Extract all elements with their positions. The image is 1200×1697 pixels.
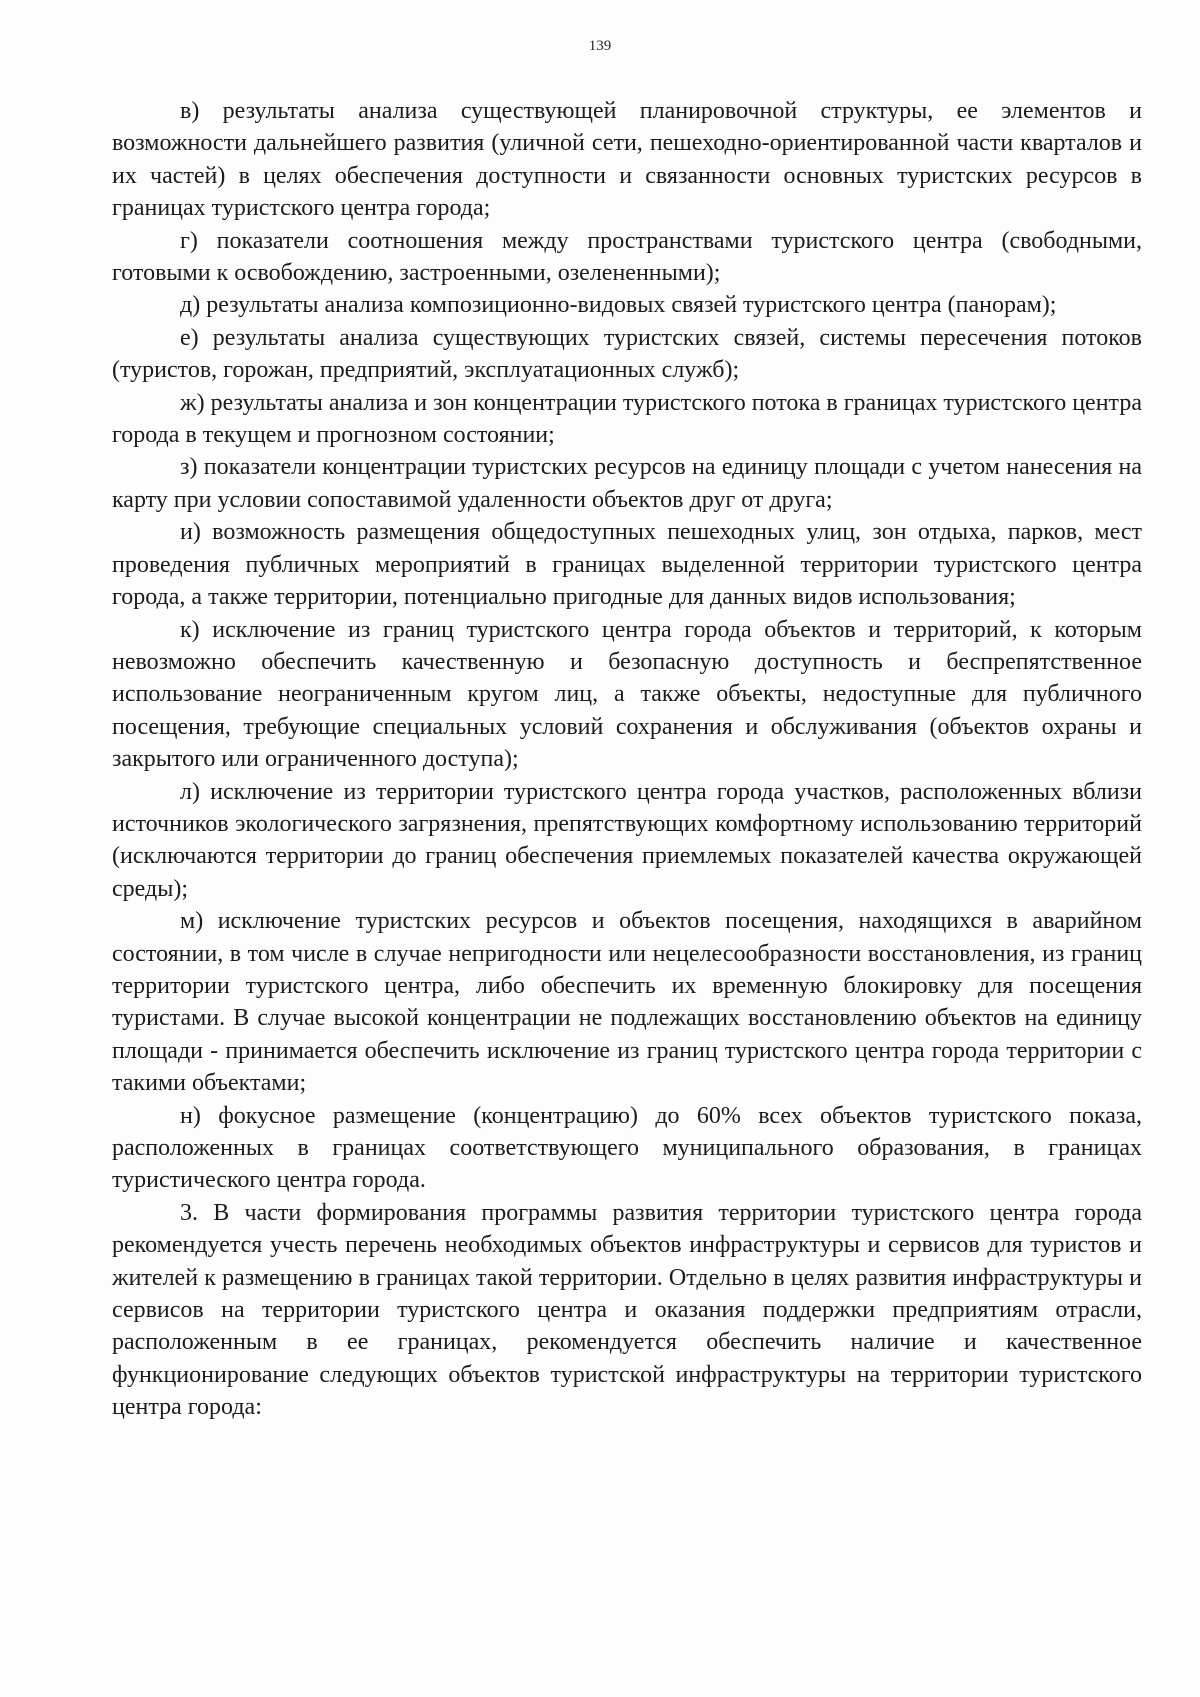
paragraph-e: е) результаты анализа существующих туристских связей, системы пересечения потоков (туристов, горожан, предприятий, эксплуатационных служб); (112, 324, 1142, 384)
paragraph-z: з) показатели концентрации туристских ресурсов на единицу площади с учетом нанесения на карту при условии сопоставимой удаленности объектов друг от друга; (112, 454, 1142, 513)
paragraph-l: л) исключение из территории туристского центра города участков, расположенных вблизи источников экологического загрязнения, препятствующих комфортному использованию территорий (исключаются территории до границ обеспечения приемлемых показателей качества окружающей среды); (112, 778, 1142, 902)
paragraph-k: к) исключение из границ туристского центра города объектов и территорий, к которым невозможно обеспечить качественную и безопасную доступность и беспрепятственное использование неограниченным кругом лиц, а также объекты, недоступные для публичного посещения, требующие специальных условий сохранения и обслуживания (объектов охраны и закрытого или ограниченного доступа); (112, 616, 1142, 773)
paragraph-m: м) исключение туристских ресурсов и объектов посещения, находящихся в аварийном состоянии, в том числе в случае непригодности или нецелесообразности восстановления, из границ территории туристского центра, либо обеспечить их временную блокировку для посещения туристами. В случае высокой концентрации не подлежащих восстановлению объектов на единицу площади - принимается обеспечить исключение из границ туристского центра города территории с такими объектами; (112, 908, 1142, 1097)
paragraph-zh: ж) результаты анализа и зон концентрации туристского потока в границах туристского центра города в текущем и прогнозном состоянии; (112, 389, 1142, 449)
page-number: 139 (588, 38, 612, 54)
paragraph-g: г) показатели соотношения между пространствами туристского центра (свободными, готовыми к освобождению, застроенными, озелененными); (112, 227, 1142, 287)
paragraph-n: н) фокусное размещение (концентрацию) до 60% всех объектов туристского показа, расположенных в границах соответствующего муниципального образования, в границах туристического центра города. (112, 1102, 1142, 1194)
paragraph-v: в) результаты анализа существующей планировочной структуры, ее элементов и возможности дальнейшего развития (уличной сети, пешеходно-ориентированной части кварталов и их частей) в целях обеспечения доступности и связанности основных туристских ресурсов в границах туристского центра города; (112, 98, 1142, 222)
paragraph-3: 3. В части формирования программы развития территории туристского центра города рекомендуется учесть перечень необходимых объектов инфраструктуры и сервисов для туристов и жителей к размещению в границах такой территории. Отдельно в целях развития инфраструктуры и сервисов на территории туристского центра и оказания поддержки предприятиям отрасли, расположенным в ее границах, рекомендуется обеспечить наличие и качественное функционирование следующих объектов туристской инфраструктуры на территории туристского центра города: (112, 1199, 1142, 1421)
document-body (112, 95, 1142, 1424)
paragraph-d: д) результаты анализа композиционно-видовых связей туристского центра (панорам); (180, 292, 1057, 319)
paragraph-i: и) возможность размещения общедоступных пешеходных улиц, зон отдыха, парков, мест проведения публичных мероприятий в границах выделенной территории туристского центра города, а также территории, потенциально пригодные для данных видов использования; (112, 519, 1142, 611)
